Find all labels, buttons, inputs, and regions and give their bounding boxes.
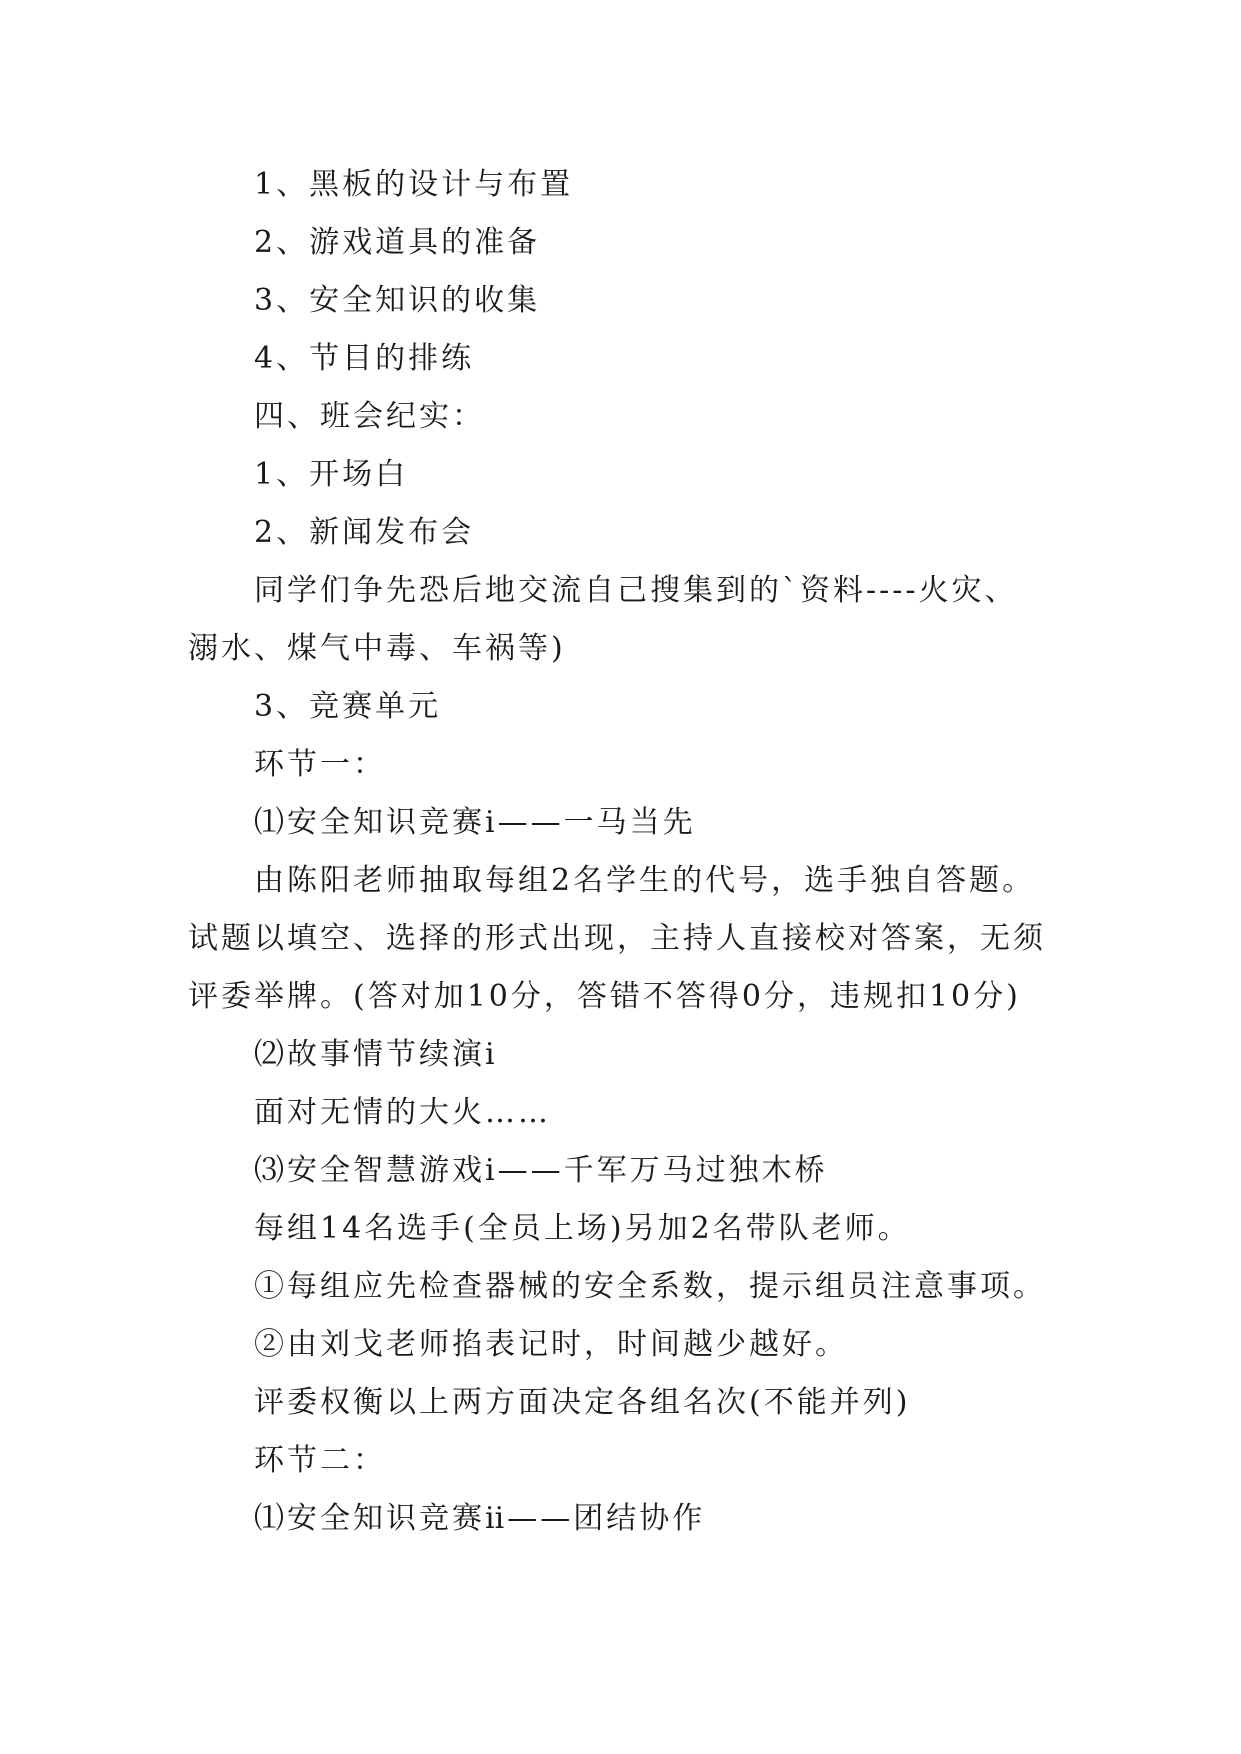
text-line: 1、黑板的设计与布置	[254, 167, 574, 202]
text-line: 1、开场白	[254, 457, 409, 492]
text-line: 环节一：	[254, 747, 386, 782]
paragraph-line: 由陈阳老师抽取每组2名学生的代号，选手独自答题。	[254, 863, 1036, 898]
paragraph-line: 同学们争先恐后地交流自己搜集到的`资料----火灾、	[254, 573, 1018, 608]
text-line: ⑴安全知识竞赛ⅰ——一马当先	[254, 805, 696, 840]
section-heading: 四、班会纪实：	[254, 399, 485, 434]
text-line: 每组14名选手(全员上场)另加2名带队老师。	[254, 1211, 911, 1246]
text-line: ⑴安全知识竞赛ⅱ——团结协作	[254, 1501, 706, 1536]
paragraph-line: 评委举牌。(答对加10分，答错不答得0分，违规扣10分)	[188, 979, 1021, 1014]
text-line: ②由刘戈老师掐表记时，时间越少越好。	[254, 1327, 848, 1362]
paragraph-line: 试题以填空、选择的形式出现，主持人直接校对答案，无须	[188, 921, 1046, 956]
text-line: 4、节目的排练	[254, 341, 475, 376]
text-line: 面对无情的大火……	[254, 1095, 551, 1130]
text-line: ⑵故事情节续演ⅰ	[254, 1037, 498, 1072]
text-line: 2、游戏道具的准备	[254, 225, 541, 260]
text-line: 环节二：	[254, 1443, 386, 1478]
text-line: 3、竞赛单元	[254, 689, 442, 724]
text-line: 3、安全知识的收集	[254, 283, 541, 318]
text-line: 2、新闻发布会	[254, 515, 475, 550]
text-line: ①每组应先检查器械的安全系数，提示组员注意事项。	[254, 1269, 1046, 1304]
paragraph-line: 溺水、煤气中毒、车祸等)	[188, 631, 566, 666]
text-line: ⑶安全智慧游戏ⅰ——千军万马过独木桥	[254, 1153, 828, 1188]
text-line: 评委权衡以上两方面决定各组名次(不能并列)	[254, 1385, 911, 1420]
